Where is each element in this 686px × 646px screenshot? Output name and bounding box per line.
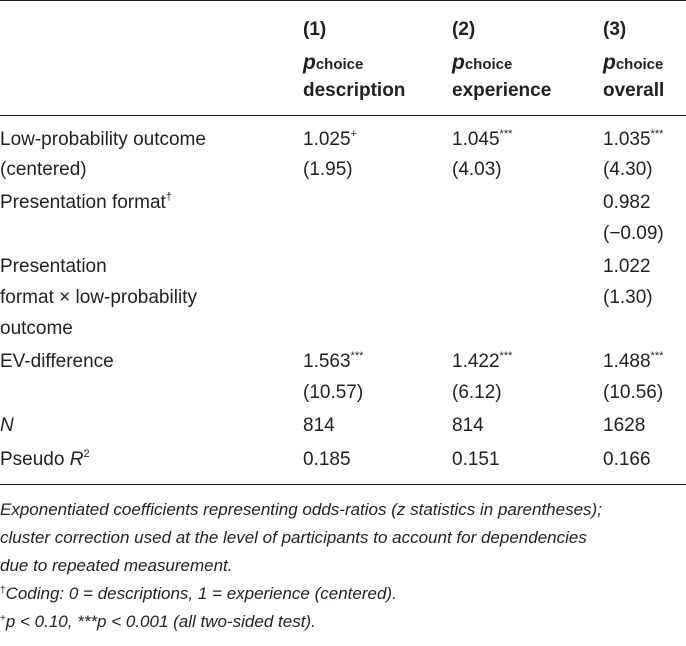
pseudo-r2-3: 0.166	[603, 449, 651, 470]
pres-format-coef-3: 0.982	[603, 192, 651, 213]
n-1: 814	[303, 415, 335, 436]
col3-label: overall	[603, 80, 665, 101]
bottom-rule	[0, 484, 686, 485]
row-label-interaction-3: outcome	[0, 318, 73, 339]
ev-coef-2: 1.422***	[452, 350, 513, 372]
row-label-interaction-2: format × low-probability	[0, 287, 197, 308]
header-rule	[0, 115, 686, 116]
row-label-low-prob: Low-probability outcome	[0, 129, 206, 150]
note-line-2: cluster correction used at the level of participants to account for dependencies	[0, 528, 587, 547]
col2-number: (2)	[452, 19, 476, 40]
ev-z-3: (10.56)	[603, 382, 664, 403]
pseudo-r2-1: 0.185	[303, 449, 351, 470]
interaction-coef-3: 1.022	[603, 256, 651, 277]
col1-number: (1)	[303, 19, 327, 40]
pseudo-r2-2: 0.151	[452, 449, 500, 470]
ev-coef-3: 1.488***	[603, 350, 664, 372]
note-line-3: due to repeated measurement.	[0, 556, 233, 575]
low-prob-z-2: (4.03)	[452, 159, 502, 180]
low-prob-coef-2: 1.045***	[452, 128, 513, 150]
row-label-interaction-1: Presentation	[0, 256, 107, 277]
row-label-pres-format: Presentation format†	[0, 191, 172, 213]
n-2: 814	[452, 415, 484, 436]
n-3: 1628	[603, 415, 646, 436]
ev-coef-1: 1.563***	[303, 350, 364, 372]
row-label-n: N	[0, 415, 14, 436]
ev-z-1: (10.57)	[303, 382, 364, 403]
low-prob-z-1: (1.95)	[303, 159, 353, 180]
col2-label: experience	[452, 80, 552, 101]
col1-variable: pchoice	[303, 51, 364, 74]
interaction-z-3: (1.30)	[603, 287, 653, 308]
col1-label: description	[303, 80, 406, 101]
table-notes	[0, 496, 686, 636]
note-coding: †Coding: 0 = descriptions, 1 = experience (centered).	[0, 584, 397, 603]
col3-number: (3)	[603, 19, 627, 40]
pres-format-z-3: (−0.09)	[603, 223, 664, 244]
ev-z-2: (6.12)	[452, 382, 502, 403]
row-label-pseudo-r2: Pseudo $R^2$	[0, 448, 90, 470]
col3-variable: pchoice	[603, 51, 664, 74]
low-prob-coef-3: 1.035***	[603, 128, 664, 150]
low-prob-coef-1: 1.025+	[303, 128, 357, 150]
col2-variable: pchoice	[452, 51, 513, 74]
low-prob-z-3: (4.30)	[603, 159, 653, 180]
row-label-ev: EV-difference	[0, 351, 114, 372]
row-label-low-prob-2: (centered)	[0, 159, 87, 180]
note-significance: +p < 0.10, ***p < 0.001 (all two-sided test).	[0, 612, 316, 631]
top-rule	[0, 0, 686, 1]
note-line-1: Exponentiated coefficients representing odds-ratios (z statistics in parentheses);	[0, 500, 602, 519]
